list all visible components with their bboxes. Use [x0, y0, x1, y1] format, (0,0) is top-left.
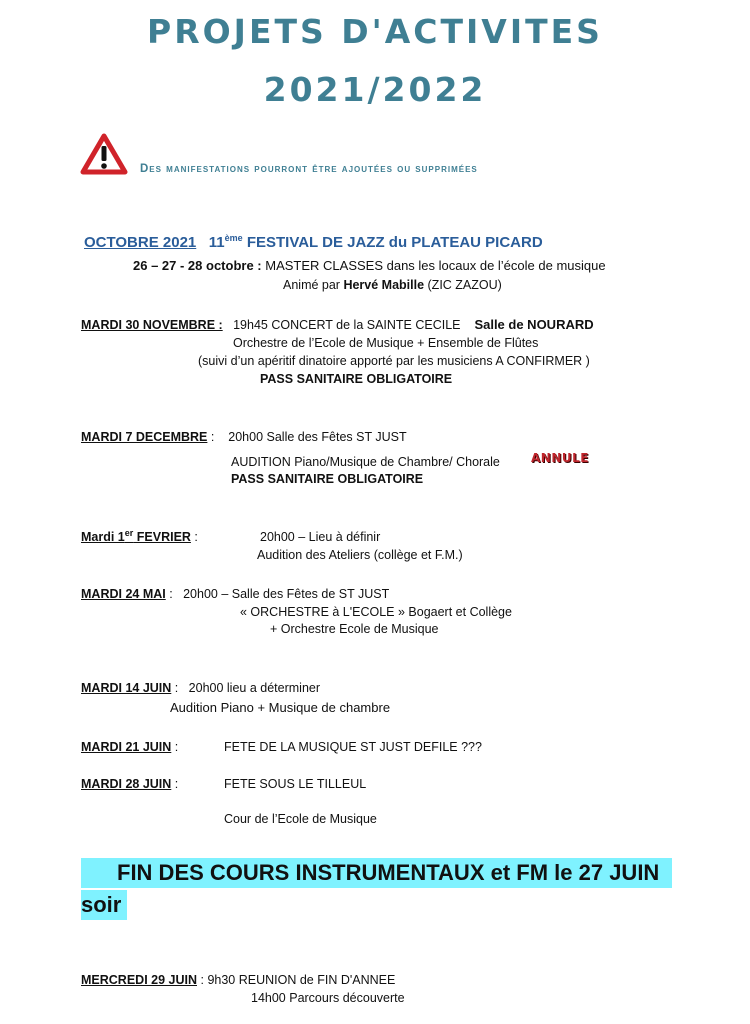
october-month: OCTOBRE 2021 [84, 234, 197, 251]
event-jun14-colon: : [171, 681, 179, 695]
event-jun14-line2: Audition Piano + Musique de chambre [170, 700, 391, 715]
event-jun14-date: MARDI 14 JUIN [81, 681, 172, 695]
event-jun21-label [81, 740, 178, 754]
event-may24-line2: « ORCHESTRE à L'ECOLE » Bogaert et Collège [240, 605, 512, 619]
event-may24-colon: : [165, 587, 173, 601]
page-title: PROJETS D'ACTIVITES [147, 12, 603, 51]
event-nov30-pass: PASS SANITAIRE OBLIGATOIRE [260, 372, 453, 386]
october-herve: Hervé Mabille [343, 278, 425, 292]
event-feb1-date-sup: er [124, 527, 134, 538]
event-jun29-meeting: 9h30 REUNION de FIN D'ANNEE [207, 973, 396, 987]
festival-title: FESTIVAL DE JAZZ du PLATEAU PICARD [242, 234, 543, 251]
warning-message: Des manifestations pourront être ajoutées ou supprimées [140, 163, 478, 175]
october-masterclass-line [133, 258, 606, 273]
event-nov30-line1 [81, 317, 594, 332]
october-dates: 26 – 27 - 28 octobre : [133, 258, 262, 273]
end-of-classes-line2: soir [81, 890, 127, 920]
event-jun14-venue: 20h00 lieu a déterminer [188, 681, 321, 695]
event-dec7-date: MARDI 7 DECEMBRE [81, 430, 208, 444]
event-feb1-line2: Audition des Ateliers (collège et F.M.) [257, 548, 463, 562]
event-jun28-colon: : [171, 777, 179, 791]
event-feb1-date-b: FEVRIER [133, 530, 191, 544]
event-jun21-line1: FETE DE LA MUSIQUE ST JUST DEFILE ??? [224, 740, 482, 754]
event-jun29-date: MERCREDI 29 JUIN [81, 973, 197, 987]
october-anime: Animé par [283, 278, 344, 292]
event-nov30-concert: 19h45 CONCERT de la SAINTE CECILE [233, 318, 461, 332]
event-feb1-date [81, 527, 191, 544]
event-dec7-venue: 20h00 Salle des Fêtes ST JUST [228, 430, 407, 444]
festival-number: 11 [208, 234, 225, 251]
event-feb1-label [81, 527, 198, 544]
event-may24-date: MARDI 24 MAI [81, 587, 166, 601]
october-zic: (ZIC ZAZOU) [424, 278, 502, 292]
event-jun28-line1: FETE SOUS LE TILLEUL [224, 777, 367, 791]
event-jun28-date: MARDI 28 JUIN [81, 777, 172, 791]
event-nov30-date: MARDI 30 NOVEMBRE : [81, 318, 223, 332]
annule-badge: ANNULE [531, 451, 589, 465]
event-feb1-line1: 20h00 – Lieu à définir [260, 530, 381, 544]
event-jun29-line2: 14h00 Parcours découverte [251, 991, 405, 1005]
event-jun28-line2: Cour de l’Ecole de Musique [224, 812, 377, 826]
event-may24-venue: 20h00 – Salle des Fêtes de ST JUST [183, 587, 390, 601]
page-subtitle-year: 2021/2022 [263, 70, 487, 109]
event-may24-line1 [81, 587, 389, 601]
event-nov30-line2: Orchestre de l’Ecole de Musique + Ensemble de Flûtes [233, 336, 539, 350]
event-jun21-date: MARDI 21 JUIN [81, 740, 172, 754]
warning-triangle-icon [80, 133, 128, 175]
festival-number-sup: ème [224, 233, 243, 243]
event-feb1-date-a: Mardi 1 [81, 530, 125, 544]
october-heading [84, 234, 543, 251]
event-jun29-colon: : [197, 973, 204, 987]
october-masterclass: MASTER CLASSES dans les locaux de l’école de musique [265, 258, 606, 273]
event-dec7-pass: PASS SANITAIRE OBLIGATOIRE [231, 472, 424, 486]
event-dec7-colon: : [207, 430, 215, 444]
event-nov30-salle: Salle de NOURARD [474, 317, 594, 332]
october-animator-line [283, 278, 502, 292]
event-jun28-label [81, 777, 178, 791]
event-dec7-line2: AUDITION Piano/Musique de Chambre/ Chorale [231, 455, 500, 469]
event-jun21-colon: : [171, 740, 179, 754]
event-feb1-colon: : [190, 530, 198, 544]
event-may24-line3: + Orchestre Ecole de Musique [270, 622, 439, 636]
event-jun14-line1 [81, 681, 320, 695]
event-dec7-line1 [81, 430, 407, 444]
event-jun29-line1 [81, 973, 395, 987]
end-of-classes-line1: FIN DES COURS INSTRUMENTAUX et FM le 27 JUIN [81, 858, 672, 888]
event-nov30-line3: (suivi d’un apéritif dinatoire apporté par les musiciens A CONFIRMER ) [198, 354, 590, 368]
